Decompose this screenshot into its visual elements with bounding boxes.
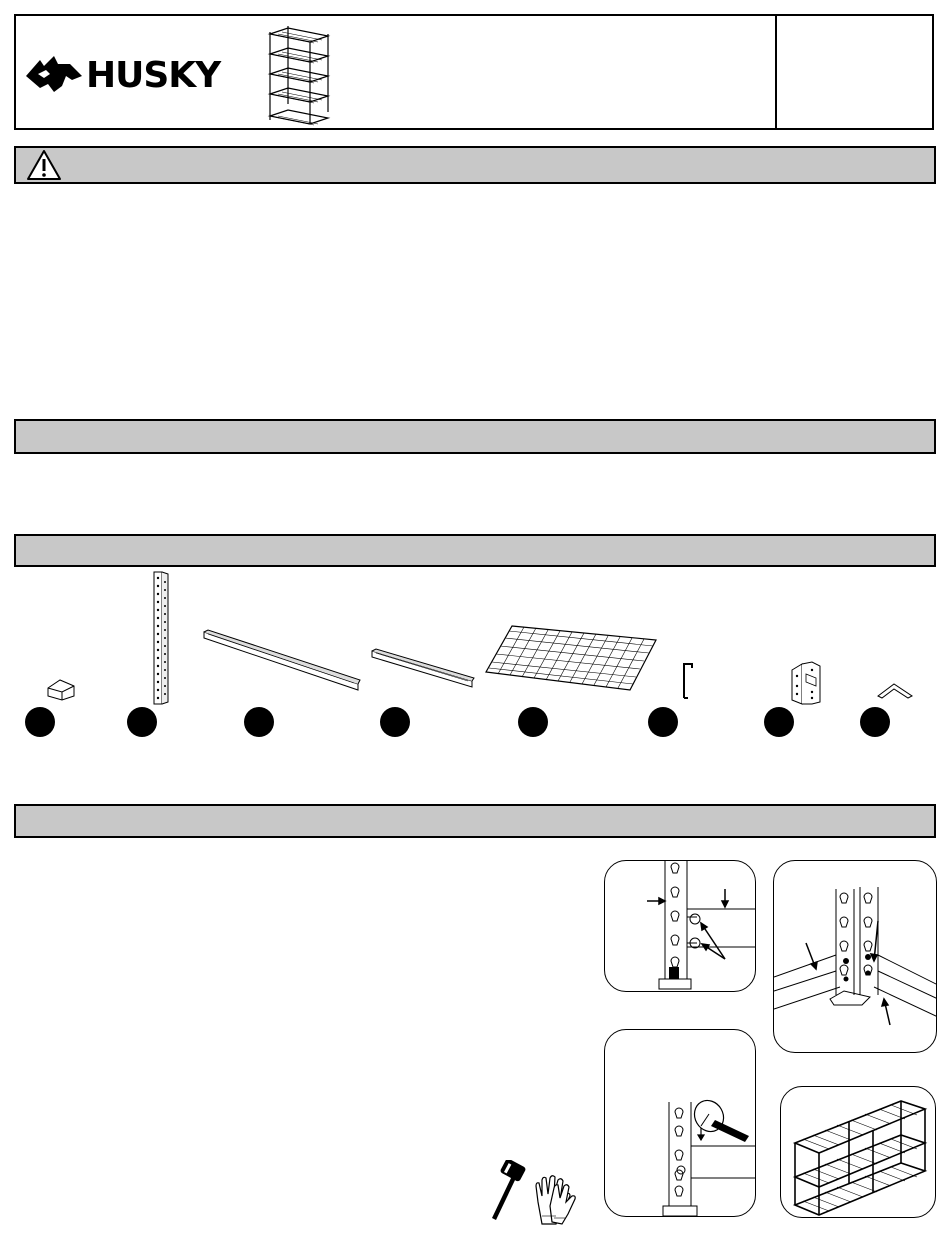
part-marker-1 [25,707,55,737]
upright-post-icon [150,570,172,705]
long-beam-icon [200,628,362,694]
corner-cap-icon [874,680,916,704]
part-marker-6 [648,707,678,737]
shelving-unit-icon [266,24,336,126]
husky-logo [24,52,244,100]
rubber-mallet-icon [484,1160,526,1222]
header-divider [775,14,777,130]
logo-wordmark: HUSKY [86,55,221,96]
warning-bar [14,146,936,184]
section-bar-2 [14,419,936,454]
work-gloves-icon [532,1172,578,1226]
step-illustration-1 [604,860,756,992]
finished-shelf-diagram-icon [781,1087,936,1218]
connector-plate-icon [788,660,824,706]
part-marker-8 [860,707,890,737]
part-marker-3 [244,707,274,737]
step-illustration-3 [604,1029,756,1217]
warning-triangle-icon [26,149,62,181]
foot-cap-icon [44,676,78,702]
mallet-tap-diagram-icon [605,1030,756,1217]
beam-insert-diagram-icon [605,861,756,992]
part-marker-2 [127,707,157,737]
part-marker-5 [518,707,548,737]
product-thumbnail [266,24,336,126]
z-bracket-icon [678,660,698,702]
step-illustration-4 [780,1086,936,1218]
corner-assembly-diagram-icon [774,861,937,1053]
parts-bar [14,534,936,567]
wire-deck-icon [484,622,658,694]
short-beam-icon [368,645,476,691]
part-marker-7 [764,707,794,737]
assembly-bar [14,804,936,838]
part-marker-4 [380,707,410,737]
step-illustration-2 [773,860,937,1053]
